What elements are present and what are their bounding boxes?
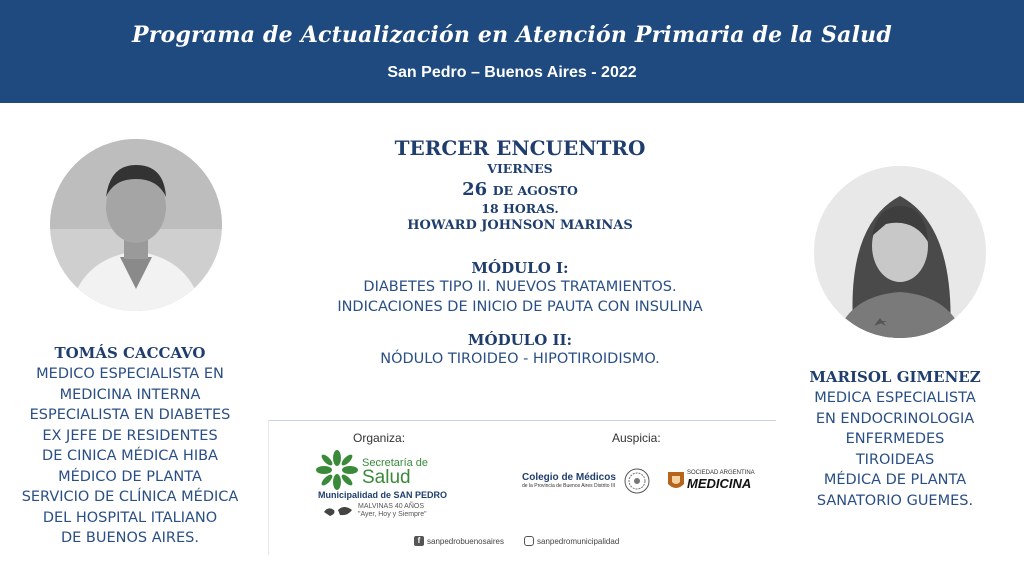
speaker-right-info xyxy=(790,368,1000,511)
malvinas-label xyxy=(358,503,427,519)
program-subtitle: San Pedro – Buenos Aires - 2022 xyxy=(387,64,637,81)
sam-line1: SOCIEDAD ARGENTINA xyxy=(687,470,755,476)
module-1-line: INDICACIONES DE INICIO DE PAUTA CON INSULINA xyxy=(337,299,703,315)
speaker-left-line: DE CINICA MÉDICA HIBA xyxy=(42,448,218,464)
speaker-left-line: MEDICINA INTERNA xyxy=(59,386,201,403)
facebook-icon: f xyxy=(414,536,424,546)
speaker-left-line: MEDICO ESPECIALISTA EN xyxy=(36,366,224,382)
sam-emblem-icon xyxy=(666,470,686,494)
secretaria-line1: Secretaría de xyxy=(362,457,429,469)
speaker-left-line: EX JEFE DE RESIDENTES xyxy=(42,427,218,444)
speaker-left-line: SERVICIO DE CLÍNICA MÉDICA xyxy=(21,489,239,505)
speaker-left-line: DEL HOSPITAL ITALIANO xyxy=(42,509,218,526)
municipalidad-label: Municipalidad de SAN PEDRO xyxy=(318,490,448,500)
speaker-right-line: SANATORIO GUEMES. xyxy=(816,492,974,509)
event-info xyxy=(270,136,770,369)
organiza-label: Organiza: xyxy=(353,431,406,445)
event-venue: HOWARD JOHNSON MARINAS xyxy=(407,218,633,233)
speaker-right-name: MARISOL GIMENEZ xyxy=(809,368,981,386)
speaker-left-info xyxy=(0,344,260,549)
colegio-line1: Colegio de Médicos xyxy=(522,472,616,483)
colegio-seal-icon xyxy=(624,468,650,494)
speaker-portrait-male xyxy=(50,139,222,311)
speaker-left-name: TOMÁS CACCAVO xyxy=(54,344,206,362)
speaker-left-line: DE BUENOS AIRES. xyxy=(61,530,199,546)
program-title: Programa de Actualización en Atención Primaria de la Salud xyxy=(132,22,892,48)
event-weekday: VIERNES xyxy=(487,161,553,176)
module-1-line: DIABETES TIPO II. NUEVOS TRATAMIENTOS. xyxy=(363,279,677,295)
colegio-line2: de la Provincia de Buenos Aires Distrito III xyxy=(522,483,616,489)
header-banner xyxy=(0,0,1024,103)
speaker-left-line: MÉDICO DE PLANTA xyxy=(58,468,202,485)
secretaria-salud-logo-icon xyxy=(316,450,358,490)
speaker-right-line: ENFERMEDES xyxy=(845,431,945,447)
speaker-right-line: MEDICA ESPECIALISTA xyxy=(814,390,976,406)
speaker-photo-left xyxy=(50,139,222,311)
event-day: 26 xyxy=(462,179,488,200)
event-title: TERCER ENCUENTRO xyxy=(394,136,646,160)
speaker-photo-right xyxy=(814,166,986,338)
instagram-handle[interactable] xyxy=(524,536,619,546)
facebook-handle[interactable] xyxy=(414,536,504,546)
event-month: DE AGOSTO xyxy=(492,183,578,198)
auspicia-label: Auspicia: xyxy=(612,431,661,445)
module-2-title: MÓDULO II: xyxy=(467,331,573,349)
malvinas-islands-icon xyxy=(322,504,354,518)
speaker-portrait-female xyxy=(814,166,986,338)
speaker-right-line: TIROIDEAS xyxy=(855,451,935,468)
speaker-right-line: MÉDICA DE PLANTA xyxy=(823,472,967,488)
sponsors-divider xyxy=(268,420,776,421)
sam-line2: MEDICINA xyxy=(687,476,752,491)
malvinas-line1: MALVINAS 40 AÑOS xyxy=(358,503,425,510)
secretaria-line2: Salud xyxy=(362,467,411,488)
module-1-title: MÓDULO I: xyxy=(471,259,569,277)
module-2-line: NÓDULO TIROIDEO - HIPOTIROIDISMO. xyxy=(380,351,660,367)
event-time: 18 HORAS. xyxy=(481,201,559,216)
speaker-right-line: EN ENDOCRINOLOGIA xyxy=(815,410,975,427)
instagram-icon xyxy=(524,536,534,546)
event-date xyxy=(270,179,770,200)
facebook-handle-text: sanpedrobuenosaires xyxy=(427,536,504,546)
speaker-left-line: ESPECIALISTA EN DIABETES xyxy=(29,407,231,423)
malvinas-line2: "Ayer, Hoy y Siempre" xyxy=(358,511,427,518)
instagram-handle-text: sanpedromunicipalidad xyxy=(537,536,620,546)
sponsors-left-border xyxy=(268,420,269,555)
